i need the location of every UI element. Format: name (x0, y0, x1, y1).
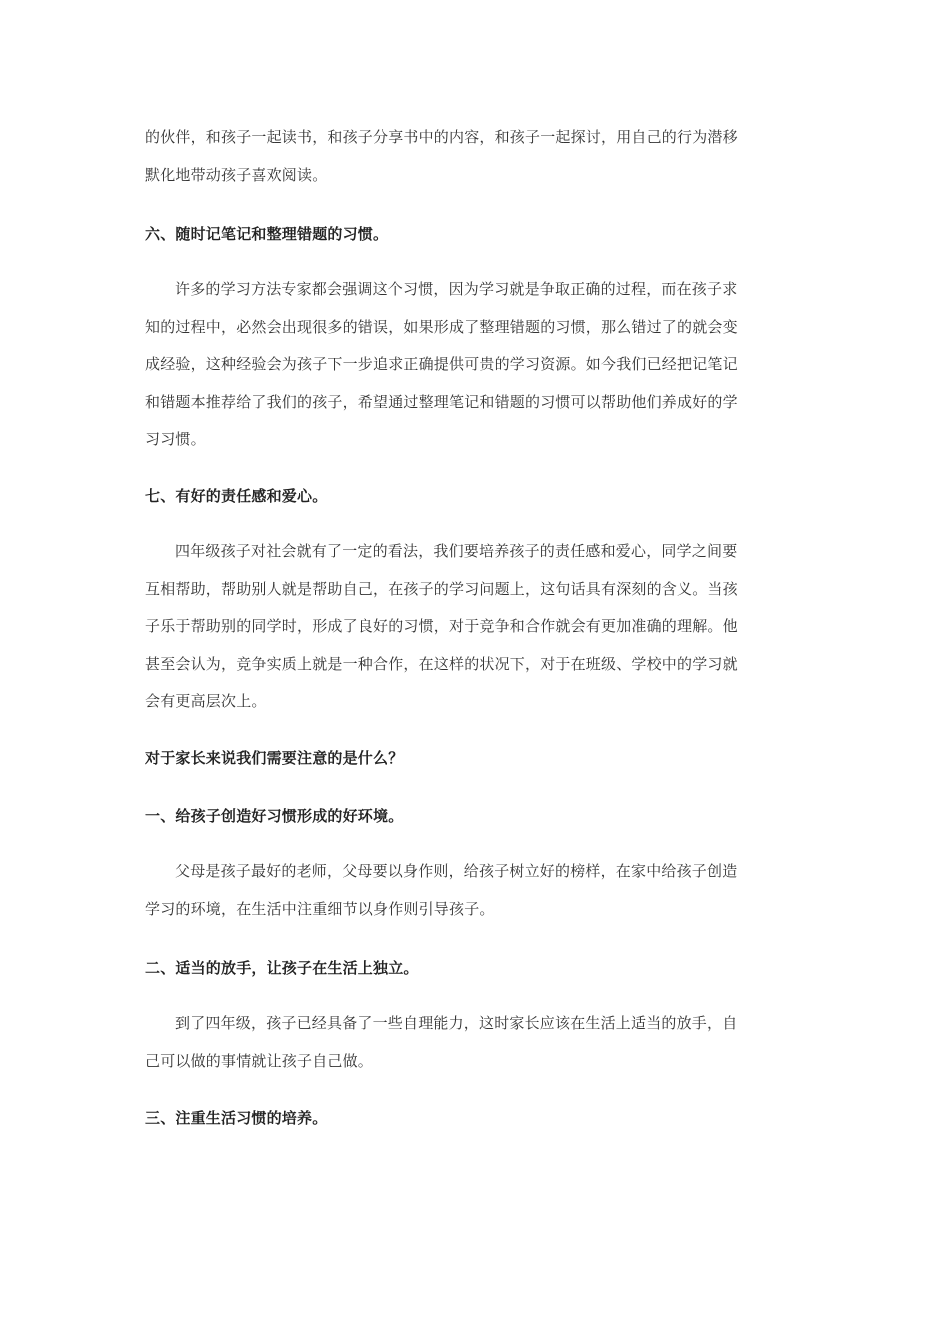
section-heading: 二、适当的放手，让孩子在生活上独立。 (145, 959, 419, 977)
text-line: 到了四年级，孩子已经具备了一些自理能力，这时家长应该在生活上适当的放手，自 (175, 1014, 738, 1032)
paragraph-continued (145, 119, 798, 194)
text-line: 知的过程中，必然会出现很多的错误，如果形成了整理错题的习惯，那么错过了的就会变 (145, 317, 738, 336)
text-line: 子乐于帮助别的同学时，形成了良好的习惯，对于竞争和合作就会有更加准确的理解。他 (145, 617, 738, 636)
text-line: 许多的学习方法专家都会强调这个习惯，因为学习就是争取正确的过程，而在孩子求 (175, 280, 738, 298)
section-heading: 一、给孩子创造好习惯形成的好环境。 (145, 807, 404, 825)
text-line: 会有更高层次上。 (145, 692, 267, 711)
text-line: 父母是孩子最好的老师，父母要以身作则，给孩子树立好的榜样，在家中给孩子创造 (175, 862, 738, 880)
section-heading: 七、有好的责任感和爱心。 (145, 487, 328, 505)
text-line: 学习的环境，在生活中注重细节以身作则引导孩子。 (145, 899, 495, 918)
paragraph (145, 533, 798, 721)
paragraph (145, 1005, 798, 1080)
text-line: 习习惯。 (145, 430, 206, 449)
section-heading: 六、随时记笔记和整理错题的习惯。 (145, 225, 389, 243)
text-line: 的伙伴，和孩子一起读书，和孩子分享书中的内容，和孩子一起探讨，用自己的行为潜移 (145, 128, 738, 146)
paragraph (145, 271, 798, 459)
text-line: 默化地带动孩子喜欢阅读。 (145, 165, 328, 184)
text-line: 四年级孩子对社会就有了一定的看法，我们要培养孩子的责任感和爱心，同学之间要 (175, 542, 738, 560)
section-heading: 对于家长来说我们需要注意的是什么？ (145, 749, 404, 767)
paragraph (145, 853, 798, 928)
text-line: 成经验，这种经验会为孩子下一步追求正确提供可贵的学习资源。如今我们已经把记笔记 (145, 355, 738, 374)
section-heading: 三、注重生活习惯的培养。 (145, 1109, 328, 1127)
text-line: 互相帮助，帮助别人就是帮助自己，在孩子的学习问题上，这句话具有深刻的含义。当孩 (145, 579, 738, 598)
text-line: 甚至会认为，竞争实质上就是一种合作，在这样的状况下，对于在班级、学校中的学习就 (145, 654, 738, 673)
text-line: 己可以做的事情就让孩子自己做。 (145, 1051, 374, 1070)
text-line: 和错题本推荐给了我们的孩子，希望通过整理笔记和错题的习惯可以帮助他们养成好的学 (145, 392, 738, 411)
